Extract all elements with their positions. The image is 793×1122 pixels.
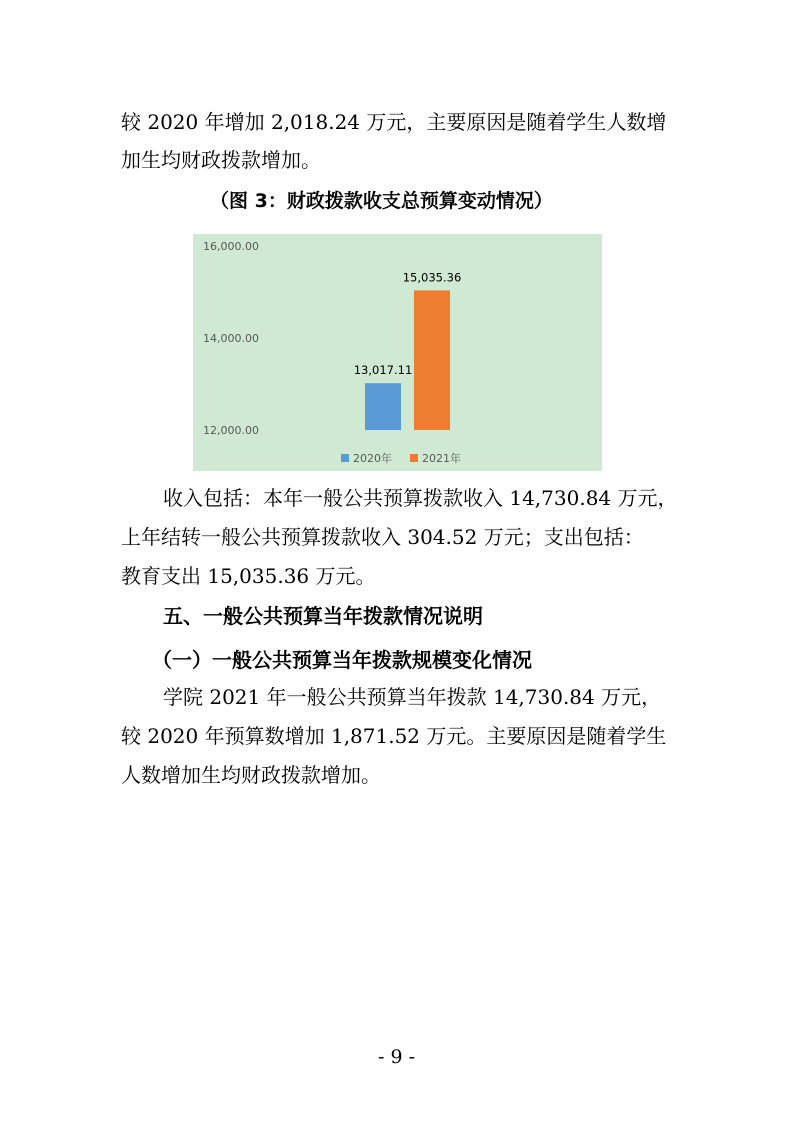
y-tick-label: 16,000.00 bbox=[203, 240, 259, 253]
paragraph-bottom-line-3: 人数增加生均财政拨款增加。 bbox=[121, 763, 381, 787]
paragraph-income-line-2: 上年结转一般公共预算拨款收入 304.52 万元；支出包括： bbox=[121, 525, 644, 549]
legend-swatch bbox=[410, 454, 418, 462]
legend-label: 2020年 bbox=[353, 452, 392, 465]
paragraph-bottom-line-1: 学院 2021 年一般公共预算当年拨款 14,730.84 万元， bbox=[163, 685, 662, 709]
y-tick-label: 14,000.00 bbox=[203, 332, 259, 345]
data-label: 15,035.36 bbox=[402, 270, 462, 285]
legend-swatch bbox=[341, 454, 349, 462]
figure-caption: （图 3：财政拨款收支总预算变动情况） bbox=[210, 190, 553, 212]
data-label: 13,017.11 bbox=[353, 363, 413, 378]
bar-2020 bbox=[365, 383, 401, 430]
bar-2021 bbox=[414, 290, 450, 430]
chart-svg bbox=[193, 234, 602, 471]
paragraph-top-line-2: 加生均财政拨款增加。 bbox=[121, 148, 321, 172]
section-5-heading: 五、一般公共预算当年拨款情况说明 bbox=[163, 604, 483, 628]
paragraph-top-line-1: 较 2020 年增加 2,018.24 万元，主要原因是随着学生人数增 bbox=[121, 110, 667, 134]
subsection-1-heading: （一）一般公共预算当年拨款规模变化情况 bbox=[152, 648, 532, 672]
paragraph-income-line-3: 教育支出 15,035.36 万元。 bbox=[121, 564, 376, 588]
paragraph-income-line-1: 收入包括：本年一般公共预算拨款收入 14,730.84 万元， bbox=[163, 486, 678, 510]
legend-label: 2021年 bbox=[422, 452, 461, 465]
y-tick-label: 12,000.00 bbox=[203, 424, 259, 437]
page-number: - 9 - bbox=[377, 1046, 415, 1068]
budget-change-chart bbox=[193, 234, 602, 471]
paragraph-bottom-line-2: 较 2020 年预算数增加 1,871.52 万元。主要原因是随着学生 bbox=[121, 724, 667, 748]
